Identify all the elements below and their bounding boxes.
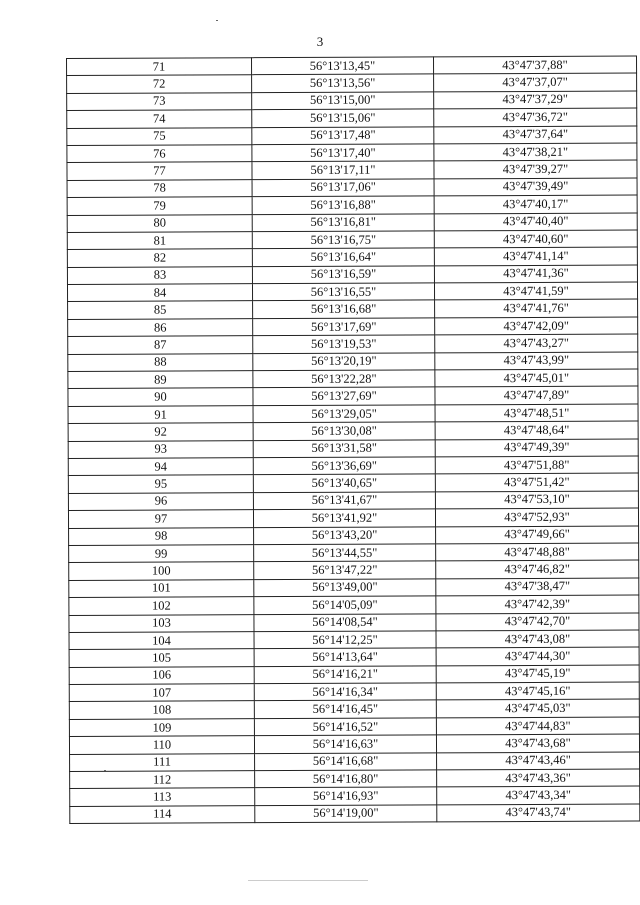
longitude-cell: 43°47'38,21" xyxy=(434,143,637,161)
longitude-cell: 43°47'43,74" xyxy=(437,804,640,822)
longitude-cell: 43°47'45,03" xyxy=(436,699,639,717)
longitude-cell: 43°47'43,34" xyxy=(437,786,640,804)
point-number-cell: 76 xyxy=(67,145,252,163)
page-number: 3 xyxy=(316,34,324,49)
latitude-cell: 56°13'49,00" xyxy=(254,579,436,597)
longitude-cell: 43°47'52,93" xyxy=(435,508,638,526)
point-number-cell: 95 xyxy=(68,475,253,493)
longitude-cell: 43°47'41,59" xyxy=(434,282,637,300)
longitude-cell: 43°47'41,36" xyxy=(434,265,637,283)
longitude-cell: 43°47'44,83" xyxy=(436,717,639,735)
latitude-cell: 56°13'13,56" xyxy=(252,74,434,92)
latitude-cell: 56°13'20,19" xyxy=(253,353,435,371)
point-number-cell: 72 xyxy=(67,75,252,93)
longitude-cell: 43°47'43,36" xyxy=(437,769,640,787)
longitude-cell: 43°47'48,88" xyxy=(436,543,639,561)
point-number-cell: 101 xyxy=(69,579,254,597)
longitude-cell: 43°47'40,17" xyxy=(434,195,637,213)
point-number-cell: 110 xyxy=(69,736,254,754)
point-number-cell: 86 xyxy=(68,319,253,337)
longitude-cell: 43°47'42,39" xyxy=(436,595,639,613)
latitude-cell: 56°13'16,64" xyxy=(252,248,434,266)
latitude-cell: 56°13'41,67" xyxy=(253,492,435,510)
latitude-cell: 56°14'16,21" xyxy=(254,666,436,684)
latitude-cell: 56°13'15,06" xyxy=(252,109,434,127)
longitude-cell: 43°47'37,64" xyxy=(434,126,637,144)
point-number-cell: 97 xyxy=(68,510,253,528)
point-number-cell: 111 xyxy=(70,753,255,771)
longitude-cell: 43°47'44,30" xyxy=(436,647,639,665)
longitude-cell: 43°47'40,60" xyxy=(434,230,637,248)
point-number-cell: 91 xyxy=(68,405,253,423)
longitude-cell: 43°47'45,19" xyxy=(436,665,639,683)
latitude-cell: 56°14'12,25" xyxy=(254,631,436,649)
point-number-cell: 98 xyxy=(69,527,254,545)
point-number-cell: 85 xyxy=(68,301,253,319)
point-number-cell: 104 xyxy=(69,632,254,650)
latitude-cell: 56°13'17,48" xyxy=(252,126,434,144)
longitude-cell: 43°47'37,07" xyxy=(434,73,637,91)
point-number-cell: 77 xyxy=(67,162,252,180)
point-number-cell: 103 xyxy=(69,614,254,632)
latitude-cell: 56°13'36,69" xyxy=(253,457,435,475)
latitude-cell: 56°13'30,08" xyxy=(253,422,435,440)
point-number-cell: 79 xyxy=(67,197,252,215)
longitude-cell: 43°47'48,51" xyxy=(435,404,638,422)
latitude-cell: 56°13'16,68" xyxy=(253,300,435,318)
latitude-cell: 56°13'19,53" xyxy=(253,335,435,353)
longitude-cell: 43°47'49,39" xyxy=(435,439,638,457)
longitude-cell: 43°47'43,27" xyxy=(435,334,638,352)
longitude-cell: 43°47'36,72" xyxy=(434,108,637,126)
point-number-cell: 113 xyxy=(70,788,255,806)
point-number-cell: 106 xyxy=(69,666,254,684)
latitude-cell: 56°14'16,52" xyxy=(254,718,436,736)
longitude-cell: 43°47'51,88" xyxy=(435,456,638,474)
point-number-cell: 112 xyxy=(70,771,255,789)
point-number-cell: 75 xyxy=(67,127,252,145)
latitude-cell: 56°13'47,22" xyxy=(254,561,436,579)
coordinates-table-body xyxy=(67,56,640,824)
latitude-cell: 56°13'44,55" xyxy=(254,544,436,562)
latitude-cell: 56°14'16,68" xyxy=(255,753,437,771)
point-number-cell: 74 xyxy=(67,110,252,128)
latitude-cell: 56°13'22,28" xyxy=(253,370,435,388)
latitude-cell: 56°13'13,45" xyxy=(252,57,434,75)
point-number-cell: 87 xyxy=(68,336,253,354)
point-number-cell: 94 xyxy=(68,458,253,476)
latitude-cell: 56°14'05,09" xyxy=(254,596,436,614)
latitude-cell: 56°13'16,59" xyxy=(252,266,434,284)
point-number-cell: 73 xyxy=(67,92,252,110)
latitude-cell: 56°13'16,81" xyxy=(252,213,434,231)
table-row xyxy=(70,804,640,824)
point-number-cell: 102 xyxy=(69,597,254,615)
point-number-cell: 78 xyxy=(67,179,252,197)
latitude-cell: 56°14'19,00" xyxy=(255,805,437,823)
latitude-cell: 56°14'16,63" xyxy=(254,735,436,753)
longitude-cell: 43°47'40,40" xyxy=(434,213,637,231)
longitude-cell: 43°47'42,09" xyxy=(435,317,638,335)
point-number-cell: 80 xyxy=(67,214,252,232)
latitude-cell: 56°14'16,93" xyxy=(255,787,437,805)
longitude-cell: 43°47'42,70" xyxy=(436,613,639,631)
point-number-cell: 83 xyxy=(67,266,252,284)
longitude-cell: 43°47'37,29" xyxy=(434,91,637,109)
point-number-cell: 109 xyxy=(69,719,254,737)
latitude-cell: 56°13'43,20" xyxy=(254,526,436,544)
longitude-cell: 43°47'49,66" xyxy=(436,526,639,544)
latitude-cell: 56°14'16,45" xyxy=(254,700,436,718)
longitude-cell: 43°47'48,64" xyxy=(435,421,638,439)
latitude-cell: 56°13'15,00" xyxy=(252,92,434,110)
scan-speck xyxy=(104,770,106,771)
longitude-cell: 43°47'53,10" xyxy=(435,491,638,509)
latitude-cell: 56°13'27,69" xyxy=(253,387,435,405)
latitude-cell: 56°13'16,75" xyxy=(252,231,434,249)
latitude-cell: 56°13'31,58" xyxy=(253,439,435,457)
latitude-cell: 56°13'40,65" xyxy=(253,474,435,492)
latitude-cell: 56°13'29,05" xyxy=(253,405,435,423)
latitude-cell: 56°14'16,34" xyxy=(254,683,436,701)
point-number-cell: 93 xyxy=(68,440,253,458)
scan-speck xyxy=(216,20,218,21)
longitude-cell: 43°47'39,27" xyxy=(434,160,637,178)
longitude-cell: 43°47'43,99" xyxy=(435,352,638,370)
longitude-cell: 43°47'45,16" xyxy=(436,682,639,700)
point-number-cell: 90 xyxy=(68,388,253,406)
longitude-cell: 43°47'43,08" xyxy=(436,630,639,648)
coordinates-table xyxy=(66,56,640,825)
point-number-cell: 100 xyxy=(69,562,254,580)
point-number-cell: 71 xyxy=(67,58,252,76)
longitude-cell: 43°47'43,68" xyxy=(436,734,639,752)
longitude-cell: 43°47'45,01" xyxy=(435,369,638,387)
latitude-cell: 56°14'16,80" xyxy=(255,770,437,788)
latitude-cell: 56°14'13,64" xyxy=(254,648,436,666)
longitude-cell: 43°47'43,46" xyxy=(437,752,640,770)
latitude-cell: 56°13'16,88" xyxy=(252,196,434,214)
longitude-cell: 43°47'41,76" xyxy=(435,299,638,317)
point-number-cell: 114 xyxy=(70,805,255,823)
longitude-cell: 43°47'39,49" xyxy=(434,178,637,196)
point-number-cell: 99 xyxy=(69,545,254,563)
latitude-cell: 56°13'16,55" xyxy=(252,283,434,301)
latitude-cell: 56°13'41,92" xyxy=(253,509,435,527)
longitude-cell: 43°47'51,42" xyxy=(435,473,638,491)
latitude-cell: 56°13'17,69" xyxy=(253,318,435,336)
latitude-cell: 56°13'17,11" xyxy=(252,161,434,179)
point-number-cell: 81 xyxy=(67,232,252,250)
latitude-cell: 56°14'08,54" xyxy=(254,613,436,631)
latitude-cell: 56°13'17,40" xyxy=(252,144,434,162)
point-number-cell: 105 xyxy=(69,649,254,667)
point-number-cell: 92 xyxy=(68,423,253,441)
longitude-cell: 43°47'41,14" xyxy=(434,247,637,265)
point-number-cell: 108 xyxy=(69,701,254,719)
longitude-cell: 43°47'38,47" xyxy=(436,578,639,596)
point-number-cell: 89 xyxy=(68,371,253,389)
longitude-cell: 43°47'37,88" xyxy=(433,56,636,74)
scan-edge-line xyxy=(248,880,368,881)
latitude-cell: 56°13'17,06" xyxy=(252,179,434,197)
point-number-cell: 82 xyxy=(67,249,252,267)
point-number-cell: 107 xyxy=(69,684,254,702)
longitude-cell: 43°47'46,82" xyxy=(436,560,639,578)
point-number-cell: 96 xyxy=(68,492,253,510)
point-number-cell: 88 xyxy=(68,353,253,371)
point-number-cell: 84 xyxy=(67,284,252,302)
longitude-cell: 43°47'47,89" xyxy=(435,386,638,404)
